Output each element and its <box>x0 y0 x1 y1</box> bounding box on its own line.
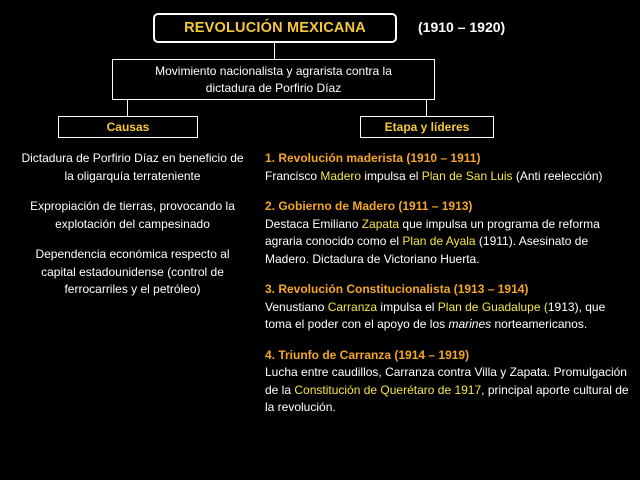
page-title: REVOLUCIÓN MEXICANA <box>184 20 366 36</box>
stage-4 <box>265 347 630 417</box>
stage-3-title: 3. Revolución Constitucionalista (1913 – 1914) <box>265 282 529 296</box>
description-line-2: dictadura de Porfirio Díaz <box>205 80 342 95</box>
connector-desc-causas <box>127 100 128 116</box>
stage-1-text: Francisco Madero impulsa el Plan de San Luis (Anti reelección) <box>265 168 603 183</box>
etapa-box <box>360 116 494 138</box>
causas-header: Causas <box>106 120 150 134</box>
stage-1-leader: Madero <box>320 168 362 183</box>
stage-1 <box>265 150 630 185</box>
causes-list <box>20 150 245 312</box>
stage-2-text: Destaca Emiliano Zapata que impulsa un programa de reforma agraria conocido como el Plan de Ayala (1911). Asesinato de Madero. Dictadura de Victoriano Huerta. <box>265 216 600 266</box>
etapa-header: Etapa y líderes <box>384 120 470 134</box>
stage-4-text: Lucha entre caudillos, Carranza contra Villa y Zapata. Promulgación de la Constitución de Querétaro de 1917, principal aporte cultural de la revolución. <box>265 365 629 414</box>
stage-3-text: Venustiano Carranza impulsa el Plan de Guadalupe (1913), que toma el poder con el apoyo de los marines norteamericanos. <box>265 299 606 331</box>
stage-4-title: 4. Triunfo de Carranza (1914 – 1919) <box>265 347 470 362</box>
stage-3-marines: marines <box>448 317 492 331</box>
stage-4-constitution: Constitución de Querétaro de 1917 <box>294 382 482 397</box>
cause-item: Dictadura de Porfirio Díaz en beneficio de la oligarquía terrateniente <box>21 151 244 183</box>
description-line-1: Movimiento nacionalista y agrarista contra la <box>155 63 392 78</box>
stage-1-title: 1. Revolución maderista (1910 – 1911) <box>265 151 481 165</box>
connector-title-desc <box>274 43 275 59</box>
stage-2-leader: Zapata <box>361 216 400 231</box>
connector-desc-etapa <box>426 100 427 116</box>
stage-3-leader: Carranza <box>327 299 378 314</box>
stages-list <box>265 150 630 430</box>
title-box <box>153 13 397 43</box>
stage-2 <box>265 198 630 268</box>
description-box <box>112 59 435 100</box>
stage-3 <box>265 281 630 334</box>
cause-item: Dependencia económica respecto al capital estadounidense (control de ferrocarriles y el petróleo) <box>35 247 230 296</box>
stage-1-plan: Plan de San Luis <box>421 168 513 183</box>
stage-2-title: 2. Gobierno de Madero (1911 – 1913) <box>265 199 473 213</box>
date-range: (1910 – 1920) <box>418 19 506 35</box>
cause-item: Expropiación de tierras, provocando la explotación del campesinado <box>30 199 235 231</box>
stage-3-plan: Plan de Guadalupe ( <box>437 299 548 314</box>
causas-box <box>58 116 198 138</box>
stage-2-plan: Plan de Ayala <box>402 234 476 248</box>
